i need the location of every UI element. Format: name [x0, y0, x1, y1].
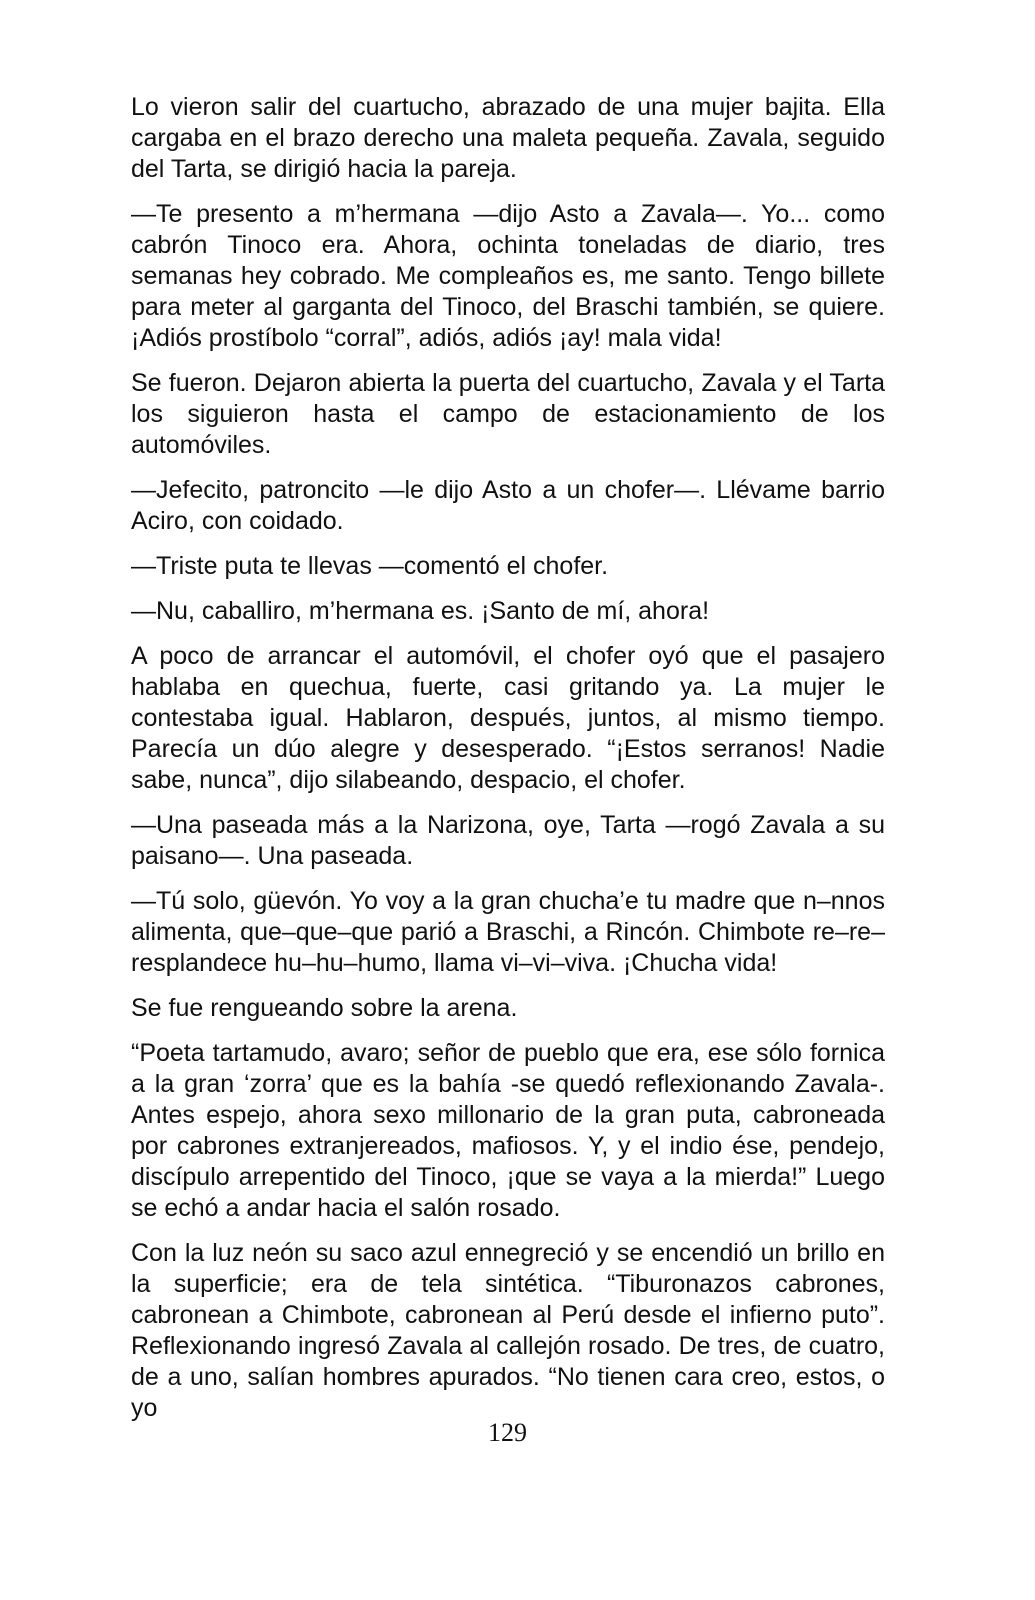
- paragraph-11: “Poeta tartamudo, avaro; señor de pueblo que era, ese sólo fornica a la gran ‘zorra’ que es la bahía -se quedó reflexionando Zavala-. Antes espejo, ahora sexo millonario de la gran puta, cabroneada por cabrones extranjereados, mafiosos. Y, y el indio ése, pendejo, discípulo arrepentido del Tinoco, ¡que se vaya a la mierda!” Luego se echó a andar hacia el salón rosado.: [131, 1039, 885, 1222]
- paragraph-4: —Jefecito, patroncito —le dijo Asto a un chofer—. Llévame barrio Aciro, con coidado.: [131, 476, 885, 535]
- paragraph-7: A poco de arrancar el automóvil, el chofer oyó que el pasajero hablaba en quechua, fuerte, casi gritando ya. La mujer le contestaba igual. Hablaron, después, juntos, al mismo tiempo. Parecía un dúo alegre y desesperado. “¡Estos serranos! Nadie sabe, nunca”, dijo silabeando, despacio, el chofer.: [131, 642, 885, 794]
- paragraph-1: Lo vieron salir del cuartucho, abrazado de una mujer bajita. Ella cargaba en el brazo derecho una maleta pequeña. Zavala, seguido del Tarta, se dirigió hacia la pareja.: [131, 93, 885, 183]
- paragraph-12: Con la luz neón su saco azul ennegreció y se encendió un brillo en la superficie; era de tela sintética. “Tiburonazos cabrones, cabronean a Chimbote, cabronean al Perú desde el infierno puto”. Reflexionando ingresó Zavala al callejón rosado. De tres, de cuatro, de a uno, salían hombres apurados. “No tienen cara creo, estos, o yo: [131, 1239, 885, 1422]
- page-number: 129: [488, 1418, 527, 1447]
- paragraph-8: —Una paseada más a la Narizona, oye, Tarta —rogó Zavala a su paisano—. Una paseada.: [131, 811, 885, 870]
- paragraph-2: —Te presento a m’hermana —dijo Asto a Zavala—. Yo... como cabrón Tinoco era. Ahora, ochinta toneladas de diario, tres semanas hey cobrado. Me compleaños es, me santo. Tengo billete para meter al garganta del Tinoco, del Braschi también, se quiere. ¡Adiós prostíbolo “corral”, adiós, adiós ¡ay! mala vida!: [131, 200, 885, 352]
- paragraph-6: —Nu, caballiro, m’hermana es. ¡Santo de mí, ahora!: [131, 597, 710, 625]
- paragraph-9: —Tú solo, güevón. Yo voy a la gran chucha’e tu madre que n–nnos alimenta, que–que–que parió a Braschi, a Rincón. Chimbote re–re–resplandece hu–hu–humo, llama vi–vi–viva. ¡Chucha vida!: [131, 887, 885, 977]
- page-body: [131, 92, 885, 1438]
- paragraph-3: Se fueron. Dejaron abierta la puerta del cuartucho, Zavala y el Tarta los siguieron hasta el campo de estacionamiento de los automóviles.: [131, 369, 885, 459]
- paragraph-10: Se fue rengueando sobre la arena.: [131, 994, 518, 1022]
- paragraph-5: —Triste puta te llevas —comentó el chofer.: [131, 552, 609, 580]
